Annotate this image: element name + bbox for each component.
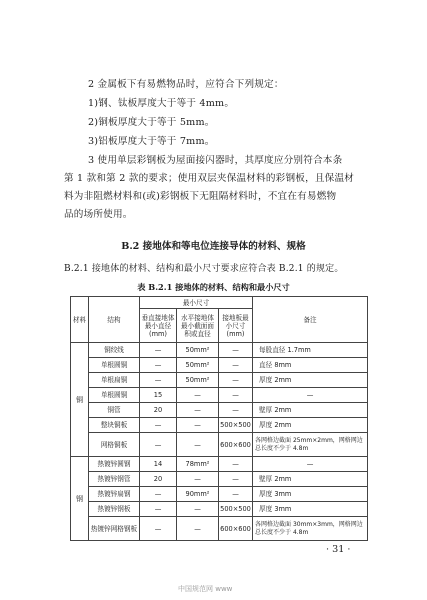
structure-cell: 单根圆铜 xyxy=(89,388,140,403)
horizontal-cell: 78mm² xyxy=(177,457,219,472)
table-row xyxy=(71,517,368,541)
horizontal-cell: 50mm² xyxy=(177,373,219,388)
header-horizontal: 水平接地体最小截面面积或直径 xyxy=(177,309,219,343)
remark-cell: 厚度 2mm xyxy=(253,418,368,433)
vertical-cell: — xyxy=(140,358,177,373)
table-row xyxy=(71,502,368,517)
header-structure: 结构 xyxy=(89,297,140,343)
structure-cell: 整块铜板 xyxy=(89,418,140,433)
remark-cell: 直径 8mm xyxy=(253,358,368,373)
vertical-cell: — xyxy=(140,502,177,517)
vertical-cell: 14 xyxy=(140,457,177,472)
vertical-cell: 20 xyxy=(140,403,177,418)
vertical-cell: — xyxy=(140,517,177,541)
header-remark: 备注 xyxy=(253,297,368,343)
structure-cell: 单根扁铜 xyxy=(89,373,140,388)
plate-cell: 600×600 xyxy=(219,517,253,541)
table-row xyxy=(71,457,368,472)
plate-cell: — xyxy=(219,457,253,472)
remark-cell: — xyxy=(253,388,368,403)
plate-cell: 500×500 xyxy=(219,418,253,433)
page-number: · 31 · xyxy=(326,544,351,555)
horizontal-cell: — xyxy=(177,433,219,457)
structure-cell: 网格铜板 xyxy=(89,433,140,457)
materials-table xyxy=(70,296,368,541)
table-row xyxy=(71,472,368,487)
table-row xyxy=(71,373,368,388)
footer-text: 中国规范网 www xyxy=(178,585,233,593)
plate-cell: — xyxy=(219,358,253,373)
horizontal-cell: — xyxy=(177,472,219,487)
paragraph-2-item-2: 2)铜板厚度大于等于 5mm。 xyxy=(88,117,215,128)
paragraph-3-line-1: 3 使用单层彩钢板为屋面接闪器时，其厚度应分别符合本条 xyxy=(88,155,343,166)
clause-b-2-1: B.2.1 接地体的材料、结构和最小尺寸要求应符合表 B.2.1 的规定。 xyxy=(64,264,344,274)
remark-cell: 各网格边截面 25mm×2mm，网格网边总长度不少于 4.8m xyxy=(253,433,368,457)
plate-cell: 600×600 xyxy=(219,433,253,457)
header-vertical: 垂直接地体最小直径(mm) xyxy=(140,309,177,343)
plate-cell: — xyxy=(219,487,253,502)
remark-cell: 厚度 3mm xyxy=(253,487,368,502)
horizontal-cell: — xyxy=(177,502,219,517)
paragraph-2-item-1: 1)钢、钛板厚度大于等于 4mm。 xyxy=(88,98,235,109)
header-min-size: 最小尺寸 xyxy=(140,297,253,309)
table-row xyxy=(71,343,368,358)
horizontal-cell: 50mm² xyxy=(177,358,219,373)
remark-cell: 每股直径 1.7mm xyxy=(253,343,368,358)
structure-cell: 热镀锌网格钢板 xyxy=(89,517,140,541)
vertical-cell: — xyxy=(140,433,177,457)
paragraph-3-line-4: 品的场所使用。 xyxy=(64,209,133,220)
table-row xyxy=(71,403,368,418)
table-row xyxy=(71,433,368,457)
plate-cell: 500×500 xyxy=(219,502,253,517)
paragraph-2-item-3: 3)铝板厚度大于等于 7mm。 xyxy=(88,136,215,147)
structure-cell: 铜绞线 xyxy=(89,343,140,358)
header-material: 材料 xyxy=(71,297,89,343)
table-row xyxy=(71,388,368,403)
structure-cell: 热镀锌钢管 xyxy=(89,472,140,487)
horizontal-cell: — xyxy=(177,388,219,403)
remark-cell: 厚度 3mm xyxy=(253,502,368,517)
remark-cell: — xyxy=(253,457,368,472)
table-row xyxy=(71,418,368,433)
paragraph-3-line-2: 第 1 款和第 2 款的要求；使用双层夹保温材料的彩钢板，且保温材 xyxy=(64,173,355,184)
plate-cell: — xyxy=(219,472,253,487)
structure-cell: 单根圆铜 xyxy=(89,358,140,373)
structure-cell: 热镀锌钢板 xyxy=(89,502,140,517)
vertical-cell: — xyxy=(140,487,177,502)
vertical-cell: — xyxy=(140,418,177,433)
table-row xyxy=(71,358,368,373)
paragraph-2: 2 金属板下有易燃物品时，应符合下列规定： xyxy=(88,79,284,90)
table-row xyxy=(71,487,368,502)
vertical-cell: — xyxy=(140,343,177,358)
material-cell: 钢 xyxy=(71,457,89,541)
horizontal-cell: 90mm² xyxy=(177,487,219,502)
horizontal-cell: — xyxy=(177,517,219,541)
remark-cell: 各网格边截面 30mm×3mm，网格网边总长度不少于 4.8m xyxy=(253,517,368,541)
remark-cell: 壁厚 2mm xyxy=(253,403,368,418)
vertical-cell: 20 xyxy=(140,472,177,487)
table-caption: 表 B.2.1 接地体的材料、结构和最小尺寸 xyxy=(137,282,290,292)
header-plate: 接地板最小尺寸(mm) xyxy=(219,309,253,343)
plate-cell: — xyxy=(219,388,253,403)
table-body xyxy=(71,343,368,541)
structure-cell: 铜管 xyxy=(89,403,140,418)
horizontal-cell: 50mm² xyxy=(177,343,219,358)
section-heading: B.2 接地体和等电位连接导体的材料、规格 xyxy=(121,241,306,252)
vertical-cell: 15 xyxy=(140,388,177,403)
material-cell: 铜 xyxy=(71,343,89,457)
vertical-cell: — xyxy=(140,373,177,388)
horizontal-cell: — xyxy=(177,403,219,418)
plate-cell: — xyxy=(219,403,253,418)
paragraph-3-line-3: 料为非阻燃材料和(或)彩钢板下无阻隔材料时，不宜在有易燃物 xyxy=(64,191,337,202)
remark-cell: 壁厚 2mm xyxy=(253,472,368,487)
structure-cell: 热镀锌扁钢 xyxy=(89,487,140,502)
structure-cell: 热镀锌圆钢 xyxy=(89,457,140,472)
horizontal-cell: — xyxy=(177,418,219,433)
plate-cell: — xyxy=(219,373,253,388)
plate-cell: — xyxy=(219,343,253,358)
remark-cell: 厚度 2mm xyxy=(253,373,368,388)
